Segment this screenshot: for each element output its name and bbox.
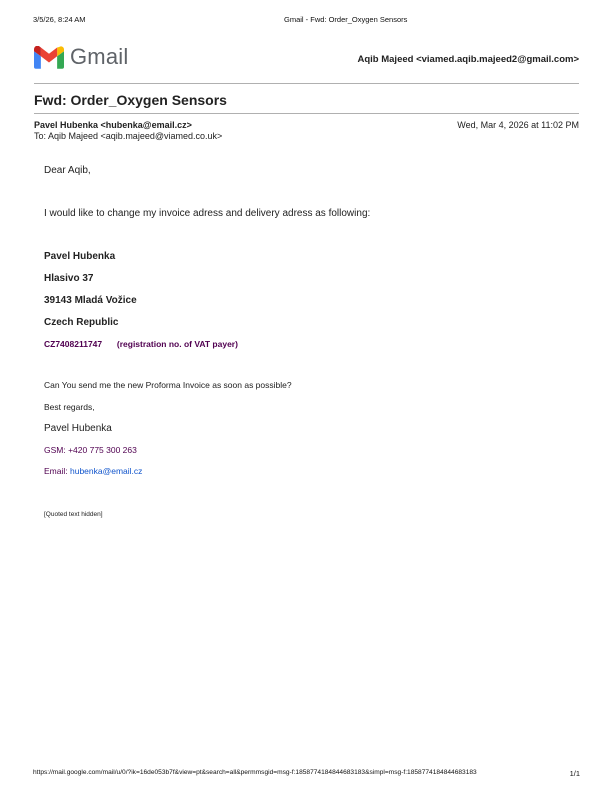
email-label: Email:	[44, 466, 68, 476]
address-street: Hlasivo 37	[44, 273, 94, 284]
gmail-logo[interactable]	[34, 43, 128, 71]
print-datetime: 3/5/26, 8:24 AM	[33, 15, 86, 24]
address-country: Czech Republic	[44, 317, 119, 328]
quoted-text-toggle[interactable]: [Quoted text hidden]	[44, 511, 103, 518]
signature-name: Pavel Hubenka	[44, 423, 112, 434]
subject-divider	[34, 113, 579, 114]
request-text: I would like to change my invoice adress and delivery adress as following:	[44, 208, 371, 219]
address-city: 39143 Mladá Vožice	[44, 295, 137, 306]
print-title: Gmail - Fwd: Order_Oxygen Sensors	[284, 15, 408, 24]
email-subject: Fwd: Order_Oxygen Sensors	[34, 92, 227, 108]
address-name: Pavel Hubenka	[44, 251, 116, 262]
vat-line	[44, 339, 238, 349]
print-url: https://mail.google.com/mail/u/0/?ik=16de053b7f&view=pt&search=all&permmsgid=msg-f:1858774184844683183&simpl=msg-f:1858774184844683183	[33, 769, 477, 776]
email-from	[34, 120, 192, 130]
signature-gsm: GSM: +420 775 300 263	[44, 445, 137, 455]
print-page-number: 1/1	[569, 769, 580, 778]
header-divider	[34, 83, 579, 84]
question-text: Can You send me the new Proforma Invoice as soon as possible?	[44, 380, 292, 390]
closing-text: Best regards,	[44, 402, 95, 412]
sender: Pavel Hubenka <hubenka@email.cz>	[34, 120, 192, 130]
gmail-wordmark: Gmail	[70, 44, 129, 69]
email-link[interactable]: hubenka@email.cz	[70, 466, 143, 476]
email-date: Wed, Mar 4, 2026 at 11:02 PM	[457, 120, 579, 130]
gmail-m-icon	[34, 46, 64, 69]
vat-number: CZ7408211747	[44, 339, 103, 349]
greeting: Dear Aqib,	[44, 165, 91, 176]
email-to: To: Aqib Majeed <aqib.majeed@viamed.co.uk>	[34, 131, 223, 141]
signature-email	[44, 466, 142, 476]
account-label: Aqib Majeed <viamed.aqib.majeed2@gmail.com>	[357, 54, 579, 65]
vat-note: (registration no. of VAT payer)	[116, 339, 238, 349]
